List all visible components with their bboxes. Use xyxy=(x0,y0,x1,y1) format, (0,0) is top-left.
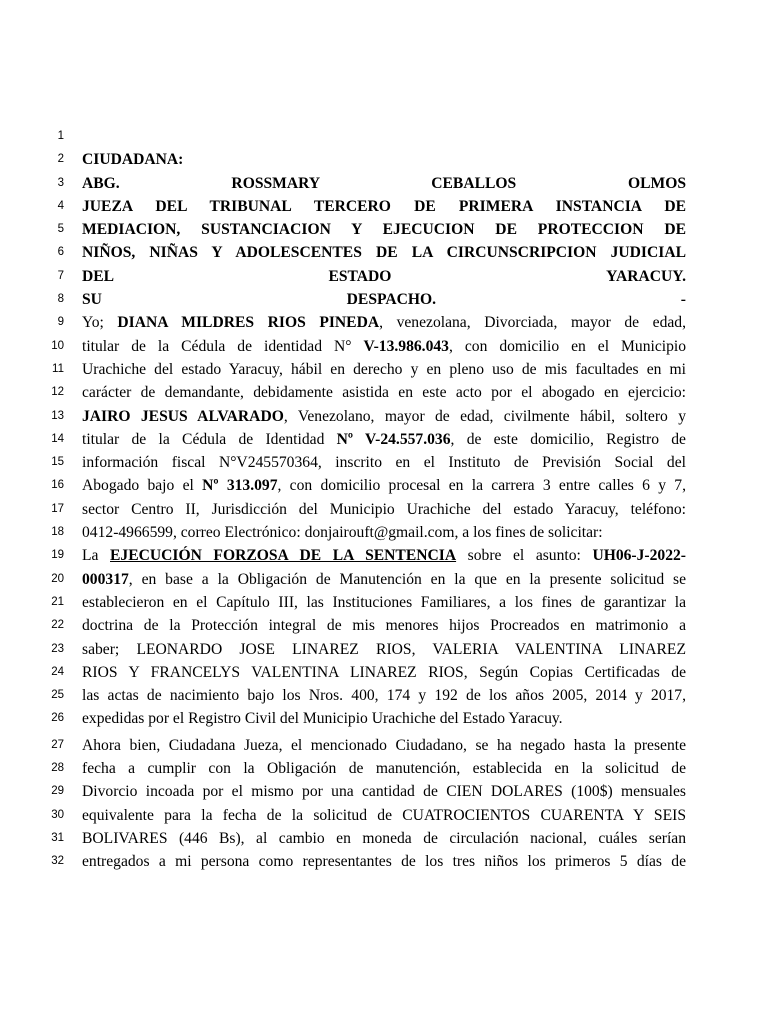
text-segment: Urachiche del estado Yaracuy, hábil en derecho y en pleno uso de mis facultades en mi xyxy=(82,360,686,378)
bold-text-segment: EJECUCIÓN FORZOSA DE LA SENTENCIA xyxy=(110,547,457,565)
line-number: 16 xyxy=(51,479,64,492)
document-line xyxy=(0,358,768,381)
line-text xyxy=(82,451,686,474)
line-text xyxy=(82,614,686,637)
text-segment: , Venezolano, mayor de edad, civilmente hábil, soltero y xyxy=(283,407,686,425)
text-segment: equivalente para la fecha de la solicitud de CUATROCIENTOS CUARENTA Y SEIS xyxy=(82,806,686,824)
line-text xyxy=(82,638,686,661)
line-number: 26 xyxy=(51,712,64,725)
line-number: 3 xyxy=(57,176,64,189)
line-text xyxy=(82,148,686,171)
document-line xyxy=(0,827,768,850)
text-segment: información fiscal N°V245570364, inscrito en el Instituto de Previsión Social del xyxy=(82,454,686,472)
line-text xyxy=(82,684,686,707)
document-line xyxy=(0,734,768,757)
line-number: 1 xyxy=(57,130,64,142)
document-line xyxy=(0,405,768,428)
line-text xyxy=(82,850,686,873)
line-number: 2 xyxy=(57,153,64,166)
text-segment: , de este domicilio, Registro de xyxy=(450,430,686,448)
line-text xyxy=(82,381,686,404)
line-number: 27 xyxy=(51,738,64,751)
line-number: 5 xyxy=(57,223,64,236)
bold-text-segment: Nº 313.097 xyxy=(202,477,278,495)
document-line xyxy=(0,521,768,544)
line-text xyxy=(82,568,686,591)
document-line xyxy=(0,311,768,334)
text-segment: establecieron en el Capítulo III, las Instituciones Familiares, a los fines de garantizar la xyxy=(82,593,686,611)
line-number: 24 xyxy=(51,665,64,678)
bold-text-segment: JAIRO JESUS ALVARADO xyxy=(82,407,284,425)
line-text xyxy=(82,757,686,780)
text-segment: sobre el asunto: xyxy=(456,547,593,565)
bold-text-segment: V-13.986.043 xyxy=(363,337,449,355)
line-text xyxy=(82,544,686,567)
document-line xyxy=(0,707,768,730)
document-line xyxy=(0,638,768,661)
line-text xyxy=(82,405,686,428)
line-text xyxy=(82,827,686,850)
document-line xyxy=(0,218,768,241)
line-number: 9 xyxy=(57,316,64,329)
text-segment: sector Centro II, Jurisdicción del Municipio Urachiche del estado Yaracuy, teléfono: xyxy=(82,500,686,518)
line-number: 18 xyxy=(51,526,64,539)
document-line xyxy=(0,195,768,218)
text-segment: Ahora bien, Ciudadana Jueza, el mencionado Ciudadano, se ha negado hasta la presente xyxy=(82,736,686,754)
line-number: 4 xyxy=(57,199,64,212)
bold-text-segment: Nº V-24.557.036 xyxy=(336,430,451,448)
document-line xyxy=(0,684,768,707)
text-segment: las actas de nacimiento bajo los Nros. 400, 174 y 192 de los años 2005, 2014 y 2017, xyxy=(82,687,686,705)
document-line xyxy=(0,381,768,404)
bold-text-segment: 000317 xyxy=(82,570,129,588)
line-text xyxy=(82,288,686,311)
text-segment: La xyxy=(82,547,111,565)
text-segment: fecha a cumplir con la Obligación de manutención, establecida en la solicitud de xyxy=(82,760,686,778)
line-number: 30 xyxy=(51,808,64,821)
line-number: 14 xyxy=(51,432,64,445)
line-number: 10 xyxy=(51,339,64,352)
line-text xyxy=(82,804,686,827)
bold-text-segment: MEDIACION, SUSTANCIACION Y EJECUCION DE PROTECCION DE xyxy=(82,221,686,239)
line-text xyxy=(82,218,686,241)
text-segment: 0412-4966599, correo Electrónico: donjairouft@gmail.com, a los fines de solicitar: xyxy=(82,524,603,542)
document-line xyxy=(0,591,768,614)
line-text xyxy=(82,335,686,358)
document-line xyxy=(0,335,768,358)
text-segment: titular de la Cédula de Identidad xyxy=(82,430,337,448)
document-line xyxy=(0,474,768,497)
text-segment: expedidas por el Registro Civil del Municipio Urachiche del Estado Yaracuy. xyxy=(82,710,563,728)
document-line xyxy=(0,148,768,171)
document-line xyxy=(0,265,768,288)
document-line xyxy=(0,428,768,451)
text-segment: BOLIVARES (446 Bs), al cambio en moneda de circulación nacional, cuáles serían xyxy=(82,829,686,847)
document-line xyxy=(0,757,768,780)
line-text xyxy=(82,734,686,757)
line-number: 25 xyxy=(51,689,64,702)
bold-text-segment: SU DESPACHO. - xyxy=(82,291,686,309)
line-number: 29 xyxy=(51,785,64,798)
document-line xyxy=(0,614,768,637)
text-segment: , en base a la Obligación de Manutención en la que en la presente solicitud se xyxy=(128,570,686,588)
line-text xyxy=(82,428,686,451)
line-number: 32 xyxy=(51,855,64,868)
text-segment: Yo; xyxy=(82,314,118,332)
document-line xyxy=(0,498,768,521)
document-line xyxy=(0,804,768,827)
document-body xyxy=(0,125,768,874)
line-text xyxy=(82,358,686,381)
text-segment: entregados a mi persona como representantes de los tres niños los primeros 5 días de xyxy=(82,853,686,871)
line-text xyxy=(82,661,686,684)
document-line xyxy=(0,850,768,873)
text-segment: carácter de demandante, debidamente asistida en este acto por el abogado en ejercicio: xyxy=(82,384,686,402)
line-text xyxy=(82,172,686,195)
line-text xyxy=(82,498,686,521)
line-text xyxy=(82,591,686,614)
bold-text-segment: UH06-J-2022- xyxy=(592,547,686,565)
text-segment: Abogado bajo el xyxy=(82,477,203,495)
text-segment: titular de la Cédula de identidad N° xyxy=(82,337,364,355)
line-number: 19 xyxy=(51,549,64,562)
line-number: 7 xyxy=(57,269,64,282)
line-number: 12 xyxy=(51,386,64,399)
line-text xyxy=(82,707,686,730)
text-segment: , con domicilio procesal en la carrera 3 entre calles 6 y 7, xyxy=(277,477,686,495)
bold-text-segment: ABG. ROSSMARY CEBALLOS OLMOS xyxy=(82,174,686,192)
line-number: 22 xyxy=(51,619,64,632)
text-segment: , venezolana, Divorciada, mayor de edad, xyxy=(379,314,686,332)
text-segment: , con domicilio en el Municipio xyxy=(448,337,686,355)
line-number: 15 xyxy=(51,456,64,469)
text-segment: RIOS Y FRANCELYS VALENTINA LINAREZ RIOS, Según Copias Certificadas de xyxy=(82,663,686,681)
document-line xyxy=(0,172,768,195)
line-number: 23 xyxy=(51,642,64,655)
bold-text-segment: NIÑOS, NIÑAS Y ADOLESCENTES DE LA CIRCUNSCRIPCION JUDICIAL xyxy=(82,244,686,262)
line-number: 11 xyxy=(52,362,64,375)
bold-text-segment: DIANA MILDRES RIOS PINEDA xyxy=(117,314,380,332)
line-number: 8 xyxy=(57,293,64,306)
line-text xyxy=(82,241,686,264)
document-line xyxy=(0,451,768,474)
line-text xyxy=(82,474,686,497)
document-line xyxy=(0,241,768,264)
line-number: 31 xyxy=(51,831,64,844)
line-number: 28 xyxy=(51,762,64,775)
document-line xyxy=(0,780,768,803)
line-text xyxy=(82,265,686,288)
line-number: 6 xyxy=(57,246,64,259)
line-text xyxy=(82,780,686,803)
line-text xyxy=(82,311,686,334)
document-line xyxy=(0,288,768,311)
document-line xyxy=(0,125,768,148)
line-number: 17 xyxy=(51,502,64,515)
line-number: 21 xyxy=(51,595,64,608)
bold-text-segment: DEL ESTADO YARACUY. xyxy=(82,267,686,285)
document-line xyxy=(0,661,768,684)
line-text xyxy=(82,521,686,544)
text-segment: doctrina de la Protección integral de mis menores hijos Procreados en matrimonio a xyxy=(82,617,686,635)
line-number: 20 xyxy=(51,572,64,585)
text-segment: saber; LEONARDO JOSE LINAREZ RIOS, VALERIA VALENTINA LINAREZ xyxy=(82,640,686,658)
line-number: 13 xyxy=(51,409,64,422)
document-line xyxy=(0,544,768,567)
bold-text-segment: JUEZA DEL TRIBUNAL TERCERO DE PRIMERA INSTANCIA DE xyxy=(82,197,686,215)
line-text xyxy=(82,195,686,218)
text-segment: Divorcio incoada por el mismo por una cantidad de CIEN DOLARES (100$) mensuales xyxy=(82,783,686,801)
document-line xyxy=(0,568,768,591)
bold-text-segment: CIUDADANA: xyxy=(82,151,184,169)
